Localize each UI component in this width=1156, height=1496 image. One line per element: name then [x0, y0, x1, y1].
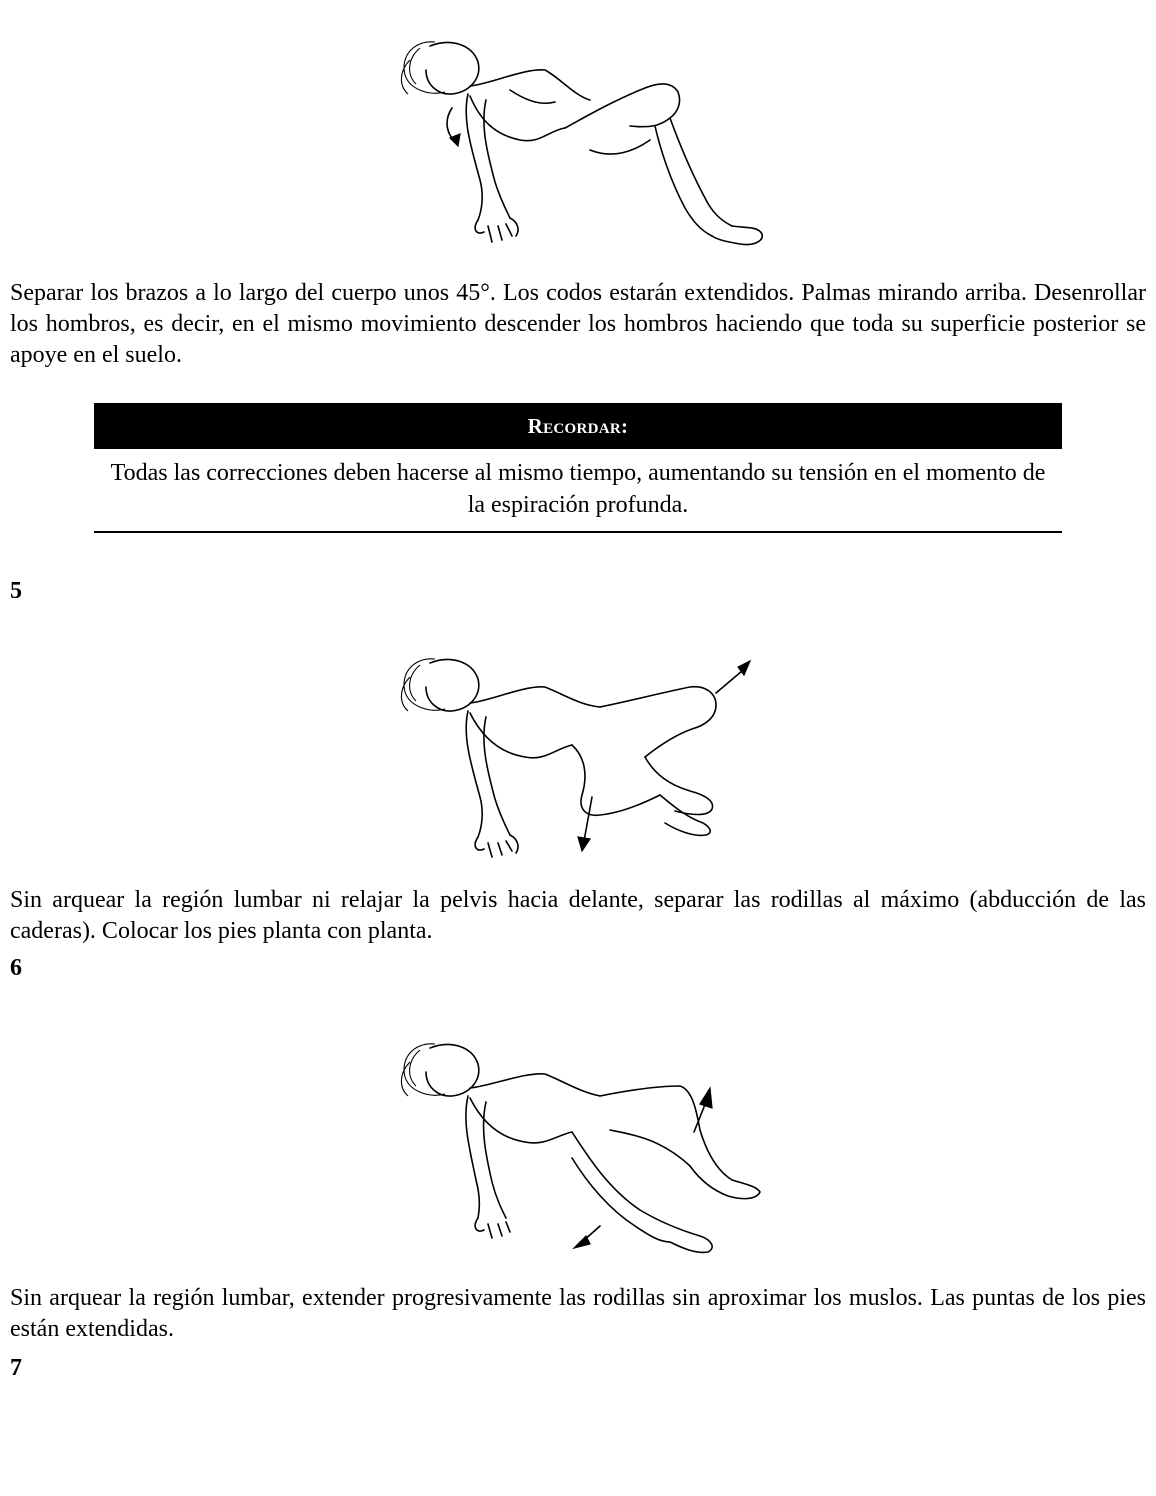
step-number-6: 6	[10, 955, 22, 981]
figure-drawing-2	[360, 645, 790, 863]
step-5-instruction: Sin arquear la región lumbar ni relajar la pelvis hacia delante, separar las rodillas al máximo (abducción de las caderas). Colocar los pies planta con planta.	[10, 887, 1146, 944]
callout-title: Recordar:	[94, 403, 1062, 449]
illustration-knees-apart	[360, 645, 790, 863]
step-number-5: 5	[10, 578, 22, 604]
illustration-shoulders-down	[360, 30, 790, 252]
figure-drawing-3	[360, 1030, 790, 1262]
callout-body: Todas las correcciones deben hacerse al mismo tiempo, aumentando su tensión en el momento de la espiración profunda.	[94, 449, 1062, 533]
step-number-7: 7	[10, 1355, 22, 1381]
instruction-paragraph-shoulders: Separar los brazos a lo largo del cuerpo unos 45°. Los codos estarán extendidos. Palmas mirando arriba. Desenrollar los hombros, es decir, en el mismo movimiento descender los hombros haciendo que toda su superficie posterior se apoye en el suelo.	[10, 280, 1146, 368]
illustration-legs-extended	[360, 1030, 790, 1262]
remember-callout	[94, 403, 1062, 533]
figure-drawing-1	[360, 30, 790, 252]
step-6-instruction: Sin arquear la región lumbar, extender progresivamente las rodillas sin aproximar los muslos. Las puntas de los pies están extendidas.	[10, 1285, 1146, 1342]
